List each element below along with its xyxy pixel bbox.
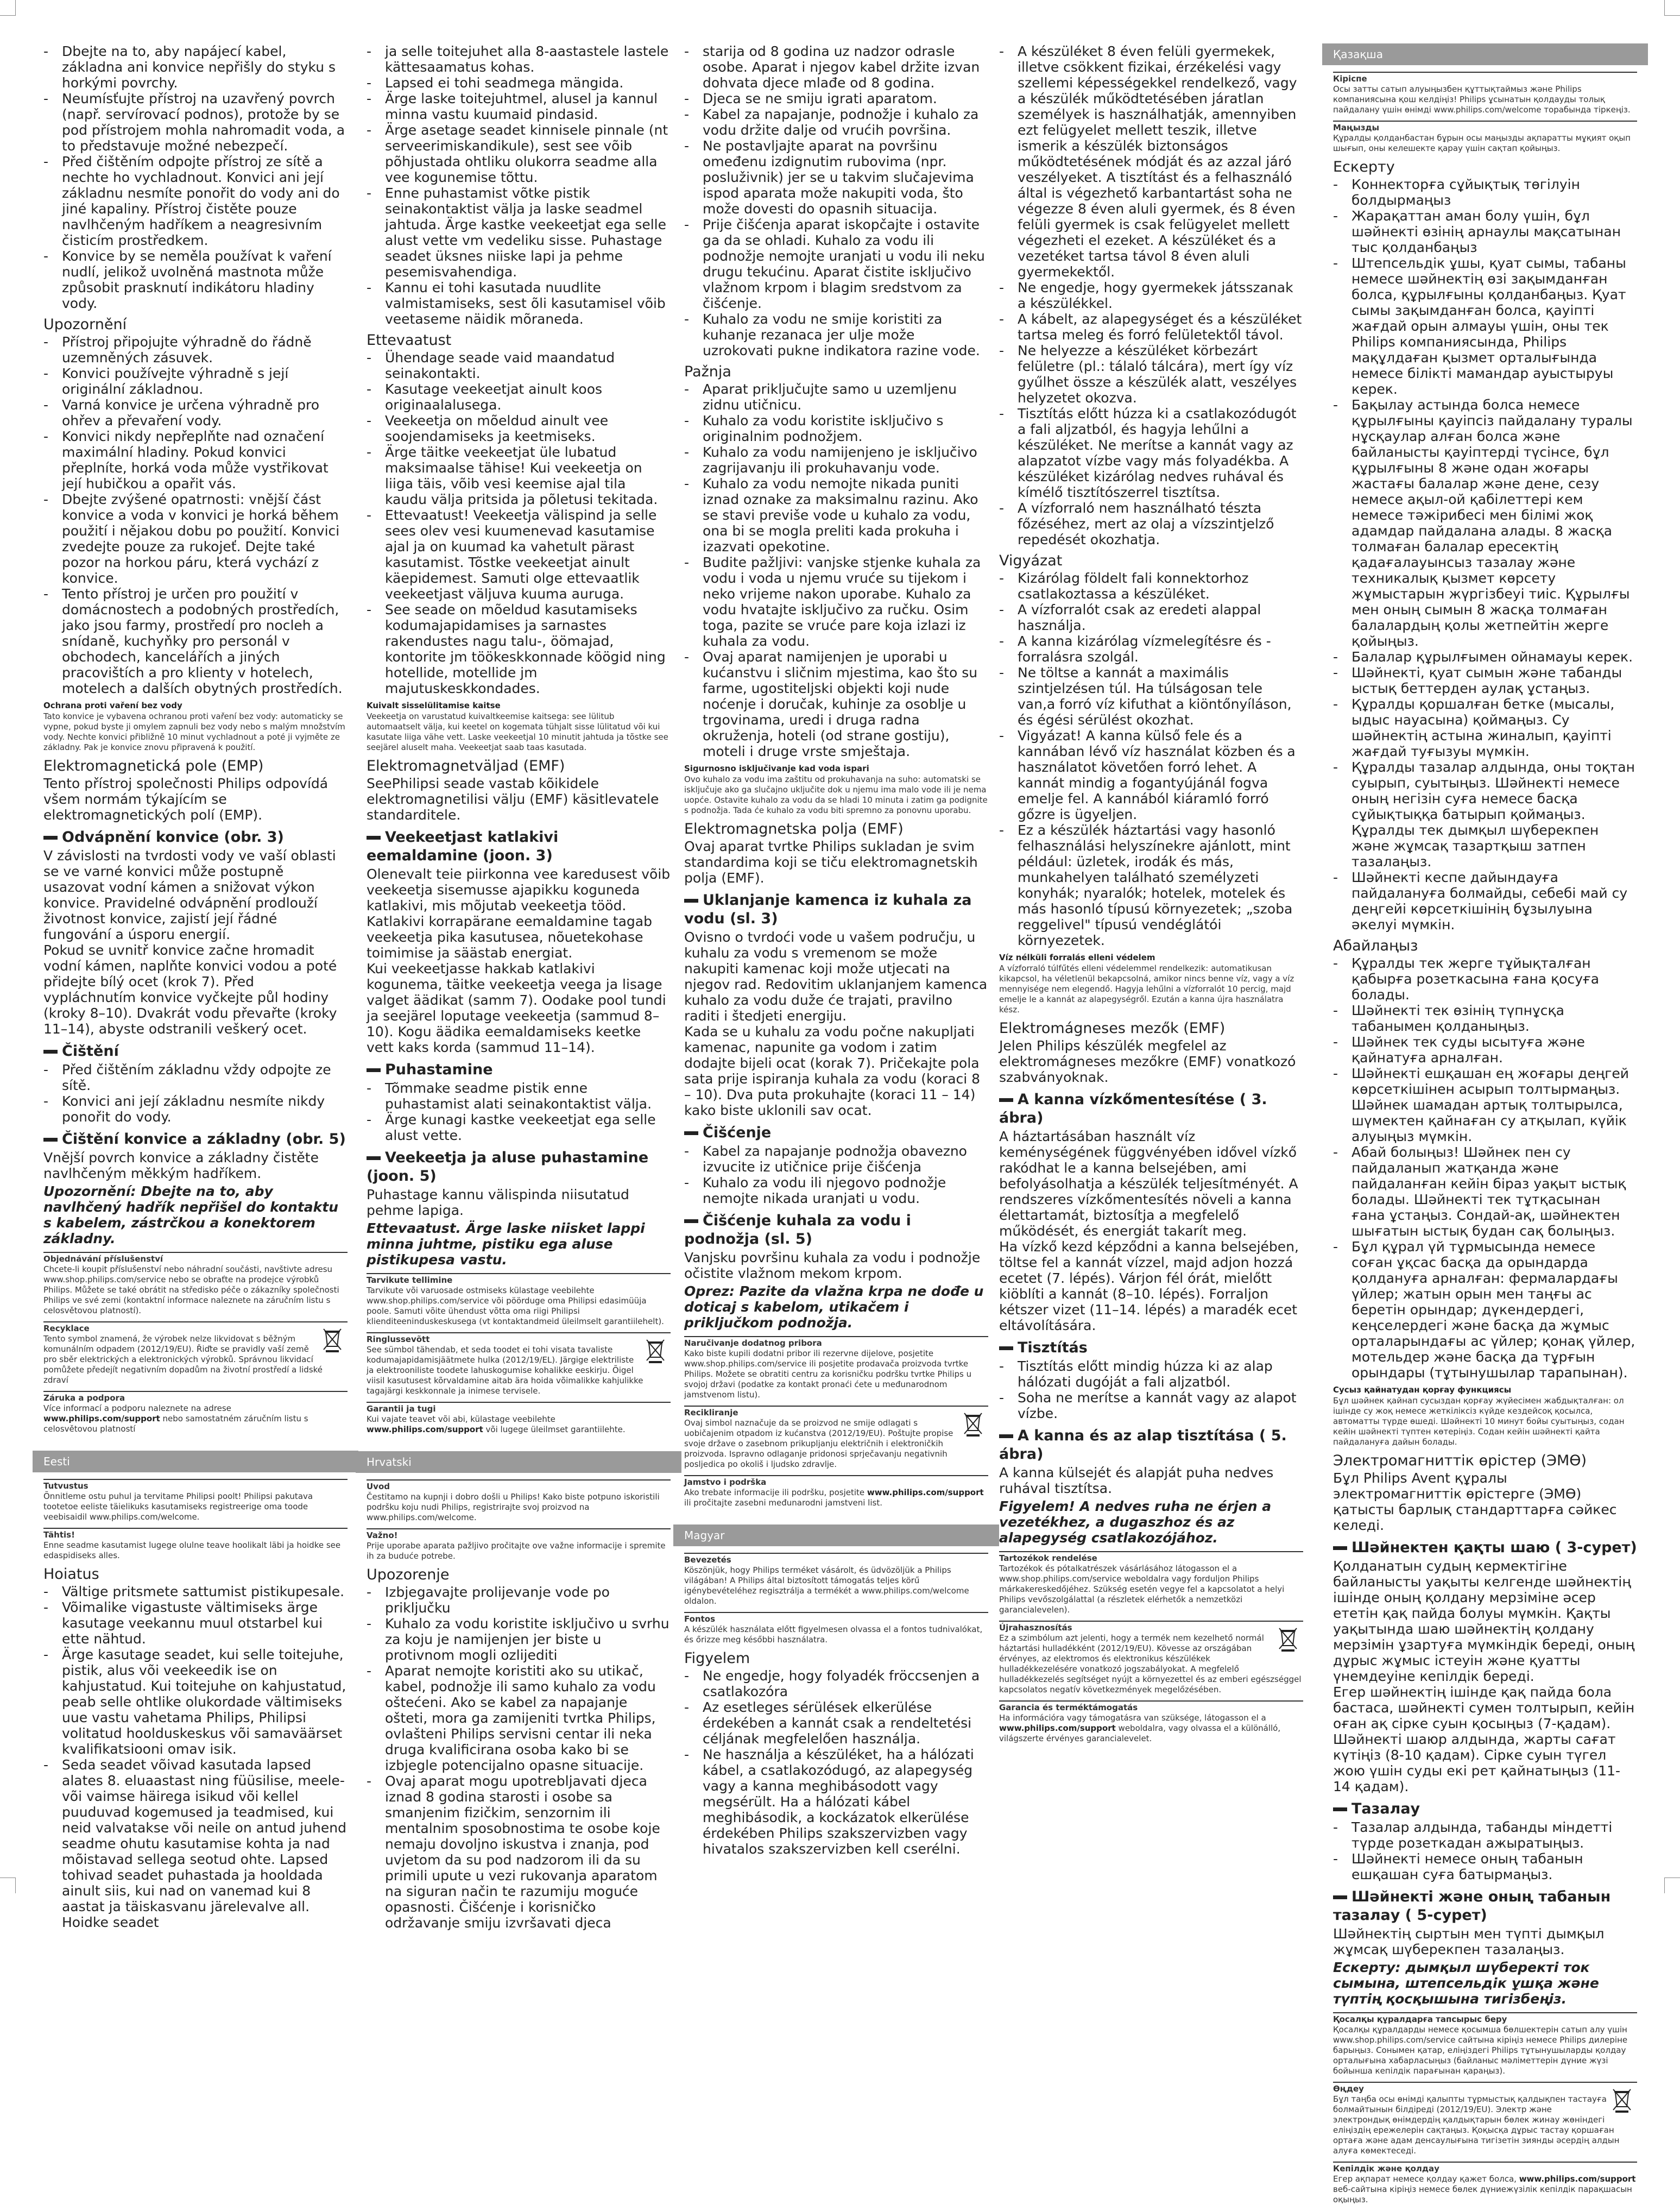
- list-item: - Ühendage seade vaid maandatud seinakontakti.: [367, 350, 671, 381]
- descale-heading: Uklanjanje kamenca iz kuhala za vodu (sl. 3): [684, 891, 988, 928]
- crop-mark-icon: [0, 0, 16, 16]
- cleaning-kettle-heading: Čištění konvice a základny (obr. 5): [43, 1130, 348, 1149]
- list-item: - Шәйнекті кеспе дайындауға пайдалануға болмайды, себебі май су деңгейі көрсеткішінің бұзылуына әкелуі мүмкін.: [1333, 870, 1637, 933]
- list-item: - A vízforraló nem használható tészta főzéséhez, mert az olaj a vízszintjelző repedését okozhatja.: [999, 500, 1303, 547]
- list-item: - Жарақаттан аман болу үшін, бұл шәйнекті өзінің арнаулы мақсатынан тыс қолданбаңыз: [1333, 208, 1637, 255]
- list-item: - Ovaj aparat namijenjen je uporabi u kućanstvu i sličnim mjestima, kao što su farme, ugostiteljski objekti koji nude noćenje i doručak, kuhinje za osoblje u trgovinama, uredi i druga radna okruženja, hoteli (od strane gostiju), moteli i druge vrste smještaja.: [684, 649, 988, 759]
- ee_sup-text-a: Kui vajate teavet või abi, külastage veebilehte: [367, 1414, 555, 1424]
- list-item: - Ärge täitke veekeetjat üle lubatud maksimaalse tähise! Kui veekeetja on liiga täis, võib vesi keemise ajal tila kaudu välja pritsida ja põletusi tekitada.: [367, 444, 671, 507]
- list-item: - Ärge kasutage seadet, kui selle toitejuhe, pistik, alus või veekeedik ise on kahjustatud. Kui toitejuhe on kahjustatud, peab selle ohtlike olukordade vältimiseks uue vastu vahetama Philips, Philipsi volitatud hoolduskeskus või samaväärset kvalifikatsiooni omav isik.: [43, 1647, 348, 1757]
- hr_rec-title: Recikliranje: [684, 1408, 738, 1418]
- list-item: - Kizárólag földelt fali konnektorhoz csatlakoztassa a készüléket.: [999, 570, 1303, 602]
- hu_sup-section: [999, 1700, 1303, 1744]
- hu_intro-text: Köszönjük, hogy Philips terméket vásárolt, és üdvözöljük a Philips világában! A Philips által biztosított támogatás teljes körű igénybevételéhez regisztrálja a termékét a www.philips.com/welcome oldalon.: [684, 1565, 969, 1606]
- list-item: - Ne töltse a kannát a maximális szintjelzésen túl. Ha túlságosan tele van,a forró víz kifuthat a kiöntőnyíláson, és égési sérülést okozhat.: [999, 665, 1303, 728]
- list-item: - Штепсельдік ұшы, қуат сымы, табаны немесе шәйнектің өзі зақымданған болса, құрылғыны қолданбаңыз. Қуат сымы зақымданған болса, қауіпті жағдай орын алмауы үшін, оны тек Philips компаниясында, Philips мақұлдаған қызмет орталығында немесе білікті мамандар ауыстыруы керек.: [1333, 255, 1637, 397]
- list-item: - Před čištěním odpojte přístroj ze sítě a nechte ho vychladnout. Konvici ani její základnu nesmíte ponořit do vody ani do jiné kapaliny. Přístroj čistěte pouze navlhčeným hadříkem a neagresivním čisticím prostředkem.: [43, 154, 348, 248]
- list-item: - Kuhalo za vodu namijenjeno je isključivo zagrijavanju ili prokuhavanju vode.: [684, 444, 988, 476]
- hr_sup-title: Jamstvo i podrška: [684, 1477, 767, 1487]
- hu_imp-section: [684, 1612, 988, 1645]
- hr_intro-title: Uvod: [367, 1482, 390, 1491]
- list-item: - Ne használja a készüléket, ha a hálózati kábel, a csatlakozódugó, az alapegység vagy a kanna meghibásodott vagy megsérült. Ha a hálózati kábel meghibásodik, a kockázatok elkerülése érdekében Philips szakszervizben vagy hivatalos szakszervizben kell cserélni.: [684, 1747, 988, 1857]
- cz_rec-text: Tento symbol znamená, že výrobek nelze likvidovat s běžným komunálním odpadem (2012/19/EU). Řiďte se pravidly vaší země pro sběr elektrických a elektronických výrobků. Správnou likvidací pomůžete předejít negativním dopadům na životní prostředí a lidské zdraví: [43, 1334, 323, 1385]
- list-item: - Tisztítás előtt mindig húzza ki az alap hálózati dugóját a fali aljzatból.: [999, 1358, 1303, 1390]
- list-item: - Ne helyezze a készüléket körbezárt felületre (pl.: tálaló tálcára), mert így víz gyűlhet össze a készülék alatt, veszélyes helyzetet okozva.: [999, 343, 1303, 406]
- kz_rec-text: Бұл таңба осы өнімді қалыпты тұрмыстық қалдықпен тастауға болмайтынын білдіреді (2012/19/EU). Электр және электрондық өнімдердің қалдықтарын бөлек жинау жөніндегі еліңіздің ережелерін сақтаңыз. Қоқысқа дұрыс тастау қоршаған ортаға және адам денсаулығына тигізетін зиянды әсердің алдын алуға көмектеседі.: [1333, 2094, 1620, 2156]
- kz_sup-title: Кепілдік және қолдау: [1333, 2164, 1439, 2174]
- list-item: - Vigyázat! A kanna külső fele és a kannában lévő víz használat közben és a használatot követően forró lehet. A kannát mindig a fogantyújánál fogva emelje fel. A kannából kiáramló forró gőzre is ügyeljen.: [999, 728, 1303, 822]
- kz_acc-text: Қосалқы құралдарды немесе қосымша бөлшектерін сатып алу үшін www.shop.philips.com/service сайтына кіріңіз немесе Philips дилеріне барыңыз. Сонымен қатар, еліңіздегі Philips тұтынушыларды қолдау орталығына хабарласыңыз (байланыс мәліметтерін дүние жүзі бойынша кепілдік парағынан қараңыз).: [1333, 2025, 1628, 2076]
- hr_acc-title: Naručivanje dodatnog pribora: [684, 1338, 822, 1348]
- list-item: - Tento přístroj je určen pro použití v domácnostech a podobných prostředích, jako jsou farmy, prostředí pro nocleh a snídaně, kuchyňky pro personál v obchodech, kancelářích a jiných pracovištích a pro klienty v hotelech, motelech a dalších obytných prostředích.: [43, 586, 348, 696]
- cz_acc-title: Objednávání příslušenství: [43, 1254, 163, 1264]
- list-item: - Шәйнекті, қуат сымын және табанды ыстық беттерден аулақ ұстаңыз.: [1333, 665, 1637, 696]
- hu_imp-text: A készülék használata előtt figyelmesen olvassa el a fontos tudnivalókat, és őrizze meg későbbi használatra.: [684, 1624, 983, 1645]
- kz_rec-section: [1333, 2082, 1637, 2156]
- list-item: - A készüléket 8 éven felüli gyermekek, illetve csökkent fizikai, érzékelési vagy szellemi képességekkel rendelkező, vagy a készülék működtetésében járatlan személyek is használhatják, amennyiben ezt felügyelet mellett teszik, illetve ismerik a készülék biztonságos működtetésének módját és az azzal járó veszélyeket. A tisztítást és a felhasználó által is végezhető karbantartást soha ne végezze 8 éven aluli gyermek, és 8 éven felüli gyermek is csak felügyelet mellett végezheti el ezeket. A készüléket és a vezetéket tartsa távol 8 éven aluli gyermekektől.: [999, 43, 1303, 280]
- list-item: - Шәйнекті немесе оның табанын ешқашан суға батырмаңыз.: [1333, 1851, 1637, 1882]
- column-czech: [43, 43, 348, 1930]
- hr_intro-text: Čestitamo na kupnji i dobro došli u Philips! Kako biste potpuno iskoristili podršku koju nudi Philips, registrirajte svoj proizvod na www.philips.com/welcome.: [367, 1492, 660, 1522]
- list-item: - Балалар құрылғымен ойнамауы керек.: [1333, 649, 1637, 665]
- list-item: - Aparat nemojte koristiti ako su utikač, kabel, podnožje ili samo kuhalo za vodu oštećeni. Ako se kabel za napajanje ošteti, mora ga zamijeniti tvrtka Philips, ovlašteni Philips servisni centar ili neka druga kvalificirana osoba kako bi se izbjegle potencijalno opasne situacije.: [367, 1663, 671, 1773]
- cz_acc-text: Chcete-li koupit příslušenství nebo náhradní součásti, navštivte adresu www.shop.philips.com/service nebo se obraťte na prodejce výrobků Philips. Můžete se také obrátit na středisko péče o zákazníky společnosti Philips ve své zemi (kontaktní informace naleznete na záručním listu s celosvětovou platností).: [43, 1264, 339, 1315]
- boil-dry-heading: Ochrana proti vaření bez vody: [43, 701, 182, 710]
- boil-dry-heading: Víz nélküli forralás elleni védelem: [999, 953, 1155, 962]
- list-item: - Құралды қоршалған бетке (мысалы, ыдыс науасына) қоймаңыз. Су шәйнектің астына жиналып, қауіпті жағдай туғызуы мүмкін.: [1333, 696, 1637, 759]
- kz_intro-title: Кіріспе: [1333, 74, 1367, 84]
- descale-text: Ovisno o tvrdoći vode u vašem području, u kuhalu za vodu s vremenom se može nakupiti kamenac koji može utjecati na njegov rad. Redovitim uklanjanjem kamenca kuhalo za vodu duže će trajati, pravilno raditi i štedjeti energiju.: [684, 929, 988, 1024]
- cleaning-kettle-text: Шәйнектің сыртын мен түпті дымқыл жұмсақ шүберекпен тазалаңыз.: [1333, 1926, 1605, 1957]
- ee_rec-text: See sümbol tähendab, et seda toodet ei tohi visata tavaliste kodumajapidamisjäätmete hulka (2012/19/EL). Järgige elektriliste ja elektrooniliste toodete lahuskogumise kohalikke eeskirju. Õigel viisil kasutusest kõrvaldamine aitab ära hoida võimalikke kahjulikke tagajärgi keskkonnale ja inimese tervisele.: [367, 1345, 643, 1396]
- list-item: - Konvici ani její základnu nesmíte nikdy ponořit do vody.: [43, 1093, 348, 1125]
- column-croatian: [684, 43, 988, 1857]
- emf-heading: Электромагниттік өрістер (ЭМӨ): [1333, 1452, 1587, 1469]
- list-item: - Ovaj aparat mogu upotrebljavati djeca iznad 8 godina starosti i osobe sa smanjenim fizičkim, senzornim ili mentalnim sposobnostima te osobe koje nemaju dovoljno iskustva i znanja, pod uvjetom da su pod nadzorom ili da su primili upute u vezi rukovanja aparatom na siguran način te razumiju moguće opasnosti. Čišćenje i korisničko održavanje smiju izvršavati djeca: [367, 1773, 671, 1931]
- list-item: - Ettevaatust! Veekeetja välispind ja selle sees olev vesi kuumenevad kasutamise ajal ja on kuumad ka vahetult pärast kasutamist. Tõstke veekeetjat ainult käepidemest. Samuti olge ettevaatlik veekeetjast väljuva kuuma auruga.: [367, 507, 671, 602]
- ee_acc-title: Tarvikute tellimine: [367, 1275, 453, 1285]
- list-item: - Kuhalo za vodu ne smije koristiti za kuhanje rezanaca jer ulje može uzrokovati pukne indikatora razine vode.: [684, 311, 988, 358]
- list-item: - Бақылау астында болса немесе құрылғыны қауіпсіз пайдалану туралы нұсқаулар алған болса және байланысты қауіптерді түсінсе, бұл құрылғыны 8 және одан жоғары жастағы балалар және дене, сезу немесе ақыл-ой қабілеттері кем немесе тәжірибесі мен білімі жоқ адамдар пайдалана алады. 8 жасқа толмаған балалар ересектің қадағалауынсыз тазалау және техникалық қызмет көрсету жұмыстарын жүргізбеуі тиіс. Құрылғы мен оның сымын 8 жасқа толмаған балалардың қолы жетпейтін жерге қойыңыз.: [1333, 397, 1637, 649]
- cleaning-kettle-heading: Veekeetja ja aluse puhastamine (joon. 5): [367, 1149, 671, 1186]
- list-item: - Izbjegavajte prolijevanje vode po priključku: [367, 1584, 671, 1616]
- descale-text: Pokud se uvnitř konvice začne hromadit vodní kámen, naplňte konvici vodou a poté přidejte bílý ocet (krok 7). Před vypláchnutím konvice vyčkejte půl hodiny (kroky 8–10). Dvakrát vodu převařte (kroky 11–14), abyste odstranili veškerý ocet.: [43, 942, 337, 1037]
- hr_acc-text: Kako biste kupili dodatni pribor ili rezervne dijelove, posjetite www.shop.philips.com/service ili posjetite prodavača proizvoda tvrtke Philips. Možete se obratiti centru za korisničku podršku tvrtke Philips u svojoj državi (podatke za kontakt pronaći ćete u međunarodnom jamstvenom listu).: [684, 1349, 972, 1400]
- list-item: - starija od 8 godina uz nadzor odrasle osobe. Aparat i njegov kabel držite izvan dohvata djece mlađe od 8 godina.: [684, 43, 988, 91]
- list-item: - Kannu ei tohi kasutada nuudlite valmistamiseks, sest õli kasutamisel võib veetaseme näidik mõraneda.: [367, 280, 671, 327]
- ee_sup-text-b: või lugege üleilmset garantiilehte.: [483, 1425, 626, 1434]
- cleaning-note: Upozornění: Dbejte na to, aby navlhčený hadřík nepřišel do kontaktu s kabelem, zástrčkou a konektorem základny.: [43, 1183, 339, 1246]
- support-link[interactable]: www.philips.com/support: [367, 1425, 483, 1434]
- boil-dry-text: Tato konvice je vybavena ochranou proti vaření bez vody: automaticky se vypne, pokud byste ji omylem zapnuli bez vody nebo s malým množstvím vody. Nechte konvici přibližně 10 minut vychladnout a poté ji vyjměte ze základny. Pak je konvice znovu připravená k použití.: [43, 711, 345, 752]
- list-item: - Konvici nikdy nepřeplňte nad označení maximální hladiny. Pokud konvici přeplníte, horká voda může vystřikovat její hubičkou a opařit vás.: [43, 429, 348, 492]
- caution-heading: Pažnja: [684, 363, 731, 380]
- list-item: - Varná konvice je určena výhradně pro ohřev a převaření vody.: [43, 397, 348, 429]
- crop-mark-icon: [0, 1878, 16, 1893]
- list-item: - Přístroj připojujte výhradně do řádně uzemněných zásuvek.: [43, 334, 348, 366]
- list-item: - Před čištěním základnu vždy odpojte ze sítě.: [43, 1062, 348, 1093]
- emf-text: SeePhilipsi seade vastab kõikidele elektromagnetilisi välju (EMF) käsitlevatele standarditele.: [367, 776, 659, 823]
- list-item: - Құралды тазалар алдында, оны тоқтан суырып, суытыңыз. Шәйнекті немесе оның негізін суға немесе басқа сұйықтыққа батырып қоймаңыз. Құралды тек дымқыл шүберекпен және жұмсақ тазартқыш затпен тазалаңыз.: [1333, 759, 1637, 870]
- hu_rec-title: Újrahasznosítás: [999, 1623, 1072, 1633]
- list-item: - Dbejte zvýšené opatrnosti: vnější část konvice a voda v konvici je horká během použití i nějakou dobu po použití. Konvici zvedejte pouze za rukojeť. Dejte také pozor na horkou páru, která vychází z konvice.: [43, 492, 348, 586]
- column-hungarian: [999, 43, 1303, 1744]
- list-item: - Ez a készülék háztartási vagy hasonló felhasználási helyszínekre ajánlott, mint például: üzletek, irodák és más, munkahelyen található személyzeti konyhák; nyaralók; hotelek, motelek és más hasonló típusú környezetek; „szoba reggelivel" típusú vendéglátói környezetek.: [999, 822, 1303, 948]
- list-item: - Veekeetja on mõeldud ainult vee soojendamiseks ja keetmiseks.: [367, 413, 671, 444]
- emf-text: Бұл Philips Avent құралы электромагниттік өрістерге (ЭМӨ) қатысты барлық стандарттарға сәйкес келеді.: [1333, 1470, 1617, 1533]
- caution-heading: Ettevaatust: [367, 332, 452, 349]
- hr_acc-section: [684, 1336, 988, 1400]
- hu_rec-section: [999, 1621, 1303, 1695]
- descale-heading: Odvápnění konvice (obr. 3): [43, 828, 348, 847]
- descale-text: Ha vízkő kezd képződni a kanna belsejében, töltse fel a kannát vízzel, majd adjon hozzá ecetet (7. lépés). Várjon fél órát, mielőtt kiöblíti a kannát (8–10. lépés). Forraljon kétszer vizet (11–14. lépés) a maradék ecet eltávolítására.: [999, 1239, 1299, 1333]
- cleaning-heading: Čištění: [43, 1042, 348, 1061]
- cleaning-kettle-heading: A kanna és az alap tisztítása ( 5. ábra): [999, 1427, 1303, 1464]
- boil-dry-text: Бұл шәйнек қайнап сусыздан қорғау жүйесімен жабдықталған: ол ішінде су жоқ немесе жеткіліксіз күйде кездейсоқ қосылса, автоматты түрде өшеді. Шәйнекті 10 минут бойы суытыңыз, содан кейін шәйнекті түптен көтеріңіз. Содан кейін шәйнекті қайта пайдалануға дайын болады.: [1333, 1396, 1625, 1447]
- cleaning-kettle-text: A kanna külsejét és alapját puha nedves ruhával tisztítsa.: [999, 1465, 1274, 1496]
- list-item: - Vältige pritsmete sattumist pistikupesale.: [43, 1584, 348, 1599]
- kz_intro-section: [1333, 72, 1637, 115]
- language-bar: Eesti: [33, 1451, 358, 1472]
- ee_acc-section: [367, 1273, 671, 1327]
- list-item: - Ärge laske toitejuhtmel, alusel ja kannul minna vastu kuumaid pindasid.: [367, 91, 671, 122]
- list-item: - Бұл құрал үй тұрмысында немесе соған ұқсас басқа да орындарда қолдануға арналған: фермалардағы үйлер; жатын орын мен таңғы ас беретін орындар; дүкендердегі, кеңселердегі және басқа да жұмыс орталарындағы ас үйлер; қонақ үйлер, мотельдер және басқа да тұрғын орындары (тұтынушылар тарапынан).: [1333, 1239, 1637, 1381]
- list-item: - Kuhalo za vodu ili njegovo podnožje nemojte nikada uranjati u vodu.: [684, 1175, 988, 1206]
- crossed-bin-icon: [321, 1326, 343, 1353]
- support-link[interactable]: www.philips.com/support: [1519, 2174, 1636, 2184]
- descale-text: Kada se u kuhalu za vodu počne nakupljati kamenac, napunite ga vodom i zatim dodajte bijeli ocat (korak 7). Pričekajte pola sata prije ispiranja kuhala za vodu (koraci 8 – 10). Dva puta prokuhajte (koraci 11 – 14) kako biste uklonili sav ocat.: [684, 1024, 981, 1118]
- ee_sup-title: Garantii ja tugi: [367, 1404, 436, 1414]
- cleaning-kettle-heading: Čišćenje kuhala za vodu i podnožja (sl. 5): [684, 1212, 988, 1249]
- kz_imp-title: Маңызды: [1333, 123, 1380, 133]
- crop-mark-icon: [1664, 0, 1680, 16]
- descale-text: Егер шәйнектің ішінде қақ пайда бола бастаса, шәйнекті сумен толтырып, кейін оған ақ сірке суын қосыңыз (7-қадам). Шәйнекті шаюр алдында, жарты сағат күтіңіз (8-10 қадам). Сірке суын түгел жою үшін суды екі рет қайнатыңыз (11-14 қадам).: [1333, 1684, 1635, 1794]
- emf-heading: Elektromagnetická pole (EMP): [43, 758, 264, 774]
- list-item: - Ne engedje, hogy gyermekek játsszanak a készülékkel.: [999, 280, 1303, 311]
- hr_imp-section: [367, 1528, 671, 1561]
- list-item: - Kabel za napajanje podnožja obavezno izvucite iz utičnice prije čišćenja: [684, 1143, 988, 1175]
- cleaning-note: Oprez: Pazite da vlažna krpa ne dođe u doticaj s kabelom, utikačem i priključkom podnožja.: [684, 1283, 984, 1331]
- list-item: - Budite pažljivi: vanjske stjenke kuhala za vodu i voda u njemu vruće su tijekom i neko vrijeme nakon uporabe. Kuhalo za vodu hvatajte isključivo za ručku. Osim toga, pazite se vruće pare koja izlazi iz kuhala za vodu.: [684, 555, 988, 649]
- list-item: - Konvici používejte výhradně s její originální základnou.: [43, 366, 348, 397]
- list-item: - Konvice by se neměla používat k vaření nudlí, jelikož uvolněná mastnota může způsobit prasknutí indikátoru hladiny vody.: [43, 248, 348, 311]
- hr_sup-text-a: Ako trebate informacije ili podršku, posjetite: [684, 1488, 867, 1497]
- ee_rec-title: Ringlussevõtt: [367, 1334, 430, 1344]
- cz_sup-text-a: Více informací a podporu naleznete na adrese: [43, 1403, 231, 1413]
- ee_acc-text: Tarvikute või varuosade ostmiseks külastage veebilehte www.shop.philips.com/service või pöörduge oma Philipsi edasimüüja poole. Samuti võite ühendust võtta oma riigi Philipsi klienditeeninduskeskusega (vt kontaktandmeid üleilmselt garantiilehelt).: [367, 1286, 664, 1326]
- cleaning-heading: Тазалау: [1333, 1800, 1637, 1818]
- ee_imp-text: Enne seadme kasutamist lugege olulne teave hoolikalt läbi ja hoidke see edaspidiseks alles.: [43, 1540, 341, 1560]
- cleaning-kettle-text: Vanjsku površinu kuhala za vodu i podnožje očistite vlažnom mekom krpom.: [684, 1250, 981, 1281]
- hu_imp-title: Fontos: [684, 1614, 716, 1624]
- caution-heading: Upozornění: [43, 316, 127, 333]
- list-item: - Kuhalo za vodu koristite isključivo s originalnim podnožjem.: [684, 413, 988, 444]
- list-item: - Tisztítás előtt húzza ki a csatlakozódugót a fali aljzatból, és hagyja lehűlni a készüléket. Ne merítse a kannát vagy az alapzatot vízbe vagy más folyadékba. A készüléket kizárólag nedves ruhával és kímélő tisztítószerrel tisztítsa.: [999, 406, 1303, 500]
- kz_sup-text-b: веб-сайтына кіріңіз немесе бөлек дүниежүзілік кепілдік парақшасын оқыңыз.: [1333, 2184, 1632, 2204]
- emf-heading: Elektromagnetska polja (EMF): [684, 821, 904, 837]
- list-item: - Az esetleges sérülések elkerülése érdekében a kannát csak a rendeltetési céljának megfelelően használja.: [684, 1699, 988, 1747]
- kz_intro-text: Осы затты сатып алуыңызбен құттықтаймыз және Philips компаниясына қош келдіңіз! Philips ұсынатын қолдауды толық пайдалану үшін өнімді www.philips.com/welcome торабында тіркеңіз.: [1333, 84, 1631, 115]
- descale-text: Kui veekeetjasse hakkab katlakivi kogunema, täitke veekeetja veega ja lisage valget äädikat (samm 7). Oodake pool tundi ja seejärel loputage veekeetja (sammud 8–10). Kogu äädika eemaldamiseks keetke vett kaks korda (sammud 11–14).: [367, 961, 666, 1055]
- ee_intro-section: [43, 1479, 348, 1522]
- hu_intro-title: Bevezetés: [684, 1555, 731, 1565]
- boil-dry-text: Ovo kuhalo za vodu ima zaštitu od prokuhavanja na suho: automatski se isključuje ako ga slučajno uključite dok u njemu ima malo vode ili je nema uopće. Ostavite kuhalo za vodu da se hladi 10 minuta i zatim ga podignite s podnožja. Tada će kuhalo za vodu biti spremno za ponovnu uporabu.: [684, 774, 988, 815]
- cleaning-heading: Puhastamine: [367, 1061, 671, 1079]
- language-bar: Қазақша: [1322, 43, 1648, 65]
- list-item: - ja selle toitejuhet alla 8-aastastele lastele kättesaamatus kohas.: [367, 43, 671, 75]
- list-item: - Kuhalo za vodu koristite isključivo u svrhu za koju je namijenjen jer biste u protivnom mogli ozlijediti: [367, 1616, 671, 1663]
- column-kazakh: [1333, 43, 1637, 2205]
- list-item: - See seade on mõeldud kasutamiseks kodumajapidamises ja sarnastes rakendustes nagu talu-, öömajad, kontorite jm töökeskkonnade köögid ning hotellide, motellide jm majutuskeskkondades.: [367, 602, 671, 696]
- crossed-bin-icon: [1611, 2086, 1633, 2113]
- kz_sup-section: [1333, 2162, 1637, 2205]
- list-item: - Soha ne merítse a kannát vagy az alapot vízbe.: [999, 1390, 1303, 1421]
- cz_rec-section: [43, 1321, 348, 1385]
- descale-heading: A kanna vízkőmentesítése ( 3. ábra): [999, 1091, 1303, 1127]
- emf-text: Jelen Philips készülék megfelel az elektromágneses mezőkre (EMF) vonatkozó szabványoknak.: [999, 1038, 1296, 1085]
- cz_sup-title: Záruka a podpora: [43, 1393, 125, 1403]
- cz_sup-text-b: nebo samostatném záručním listu s celosvětovou platností: [43, 1414, 308, 1434]
- cz_rec-title: Recyklace: [43, 1324, 90, 1333]
- list-item: - Kuhalo za vodu nemojte nikada puniti iznad oznake za maksimalnu razinu. Ako se stavi previše vode u kuhalo za vodu, ona bi se mogla preliti kada prokuha i izazvati opekotine.: [684, 476, 988, 555]
- list-item: - Neumísťujte přístroj na uzavřený povrch (např. servírovací podnos), protože by se pod přístrojem mohla nahromadit voda, a to představuje možné nebezpečí.: [43, 91, 348, 154]
- hu_acc-text: Tartozékok és pótalkatrészek vásárlásához látogasson el a www.shop.philips.com/service weboldalra vagy forduljon Philips márkakereskedőjéhez. Szükség esetén vegye fel a kapcsolatot a helyi Philips vevőszolgálattal (a részletek elérhetők a nemzetközi garancialevelen).: [999, 1564, 1285, 1615]
- crossed-bin-icon: [1277, 1625, 1299, 1652]
- descale-text: V závislosti na tvrdosti vody ve vaší oblasti se ve varné konvici může postupně usazovat vodní kámen a snižovat výkon konvice. Pravidelné odvápnění prodlouží životnost konvice, zajistí její řádné fungování a úsporu energií.: [43, 848, 336, 942]
- cleaning-note: Ескерту: дымқыл шүберекті ток сымына, штепсельдік ұшқа және түптің қосқышына тигізбеңіз.: [1333, 1960, 1599, 2007]
- list-item: - Коннекторға сұйықтық төгілуін болдырмаңыз: [1333, 177, 1637, 208]
- list-item: - A vízforralót csak az eredeti alappal használja.: [999, 602, 1303, 633]
- hu_rec-text: Ez a szimbólum azt jelenti, hogy a termék nem kezelhető normál háztartási hulladékként (2012/19/EU). Kövesse az országában érvényes, az elektromos és elektronikus készülékek hulladékkezelésére vonatkozó jogszabályokat. A megfelelő hulladékkezelés segítséget nyújt a környezettel és az emberi egészséggel kapcsolatos negatív következmények megelőzésében.: [999, 1633, 1302, 1694]
- cleaning-kettle-heading: Шәйнекті және оның табанын тазалау ( 5-сурет): [1333, 1888, 1637, 1925]
- list-item: - Құралды тек жерге тұйықталған қабырға розеткасына ғана қосуға болады.: [1333, 955, 1637, 1003]
- list-item: - Võimalike vigastuste vältimiseks ärge kasutage veekannu muul otstarbel kui ette nähtud.: [43, 1599, 348, 1647]
- list-item: - Aparat priključujte samo u uzemljenu zidnu utičnicu.: [684, 381, 988, 413]
- danger-heading: Figyelem: [684, 1650, 750, 1667]
- support-link[interactable]: www.philips.com/support: [999, 1723, 1116, 1733]
- descale-heading: Veekeetjast katlakivi eemaldamine (joon. 3): [367, 828, 671, 865]
- list-item: - Kasutage veekeetjat ainult koos originaalalusega.: [367, 381, 671, 413]
- list-item: - Ne engedje, hogy folyadék fröccsenjen a csatlakozóra: [684, 1668, 988, 1699]
- list-item: - Шәйнек тек суды ысытуға және қайнатуға арналған.: [1333, 1034, 1637, 1066]
- hr_imp-title: Važno!: [367, 1530, 398, 1540]
- cleaning-note: Ettevaatust. Ärge laske niisket lappi minna juhtme, pistiku ega aluse pistikupesa vastu.: [367, 1220, 645, 1268]
- hr_sup-section: [684, 1475, 988, 1508]
- hu_sup-title: Garancia és terméktámogatás: [999, 1703, 1138, 1712]
- list-item: - Шәйнекті ешқашан ең жоғары деңгей көрсеткішінен асырып толтырмаңыз. Шәйнек шамадан артық толтырылса, шүмектен қайнаған су атқылап, күйік алуыңыз мүмкін.: [1333, 1066, 1637, 1144]
- list-item: - Tõmmake seadme pistik enne puhastamist alati seinakontaktist välja.: [367, 1080, 671, 1112]
- list-item: - Seda seadet võivad kasutada lapsed alates 8. eluaastast ning füüsilise, meele- või vaimse häirega isikud või kellel puuduvad kogemused ja teadmised, kui neid valvatakse või neile on antud juhend seadme ohutu kasutamise kohta ja nad mõistavad sellega seotud ohte. Lapsed tohivad seadet puhastada ja hooldada ainult siis, kui nad on vanemad kui 8 aastat ja täiskasvanu järelevalve all. Hoidke seadet: [43, 1757, 348, 1930]
- crossed-bin-icon: [645, 1337, 666, 1364]
- descale-heading: Шәйнектен қақты шаю ( 3-сурет): [1333, 1539, 1637, 1557]
- column-estonian: [367, 43, 671, 1931]
- hu_intro-section: [684, 1553, 988, 1606]
- list-item: - Lapsed ei tohi seadmega mängida.: [367, 75, 671, 91]
- hr_sup-text-b: ili pročitajte zasebni međunarodni jamstveni list.: [684, 1498, 882, 1508]
- list-item: - Ärge kunagi kastke veekeetjat ega selle alust vette.: [367, 1112, 671, 1143]
- emf-text: Tento přístroj společnosti Philips odpovídá všem normám týkajícím se elektromagnetických polí (EMP).: [43, 776, 329, 823]
- list-item: - Тазалар алдында, табанды міндетті түрде розеткадан ажыратыңыз.: [1333, 1819, 1637, 1851]
- ee_imp-section: [43, 1528, 348, 1561]
- hr_imp-text: Prije uporabe aparata pažljivo pročitajte ove važne informacije i spremite ih za buduće potrebe.: [367, 1541, 666, 1561]
- list-item: - Djeca se ne smiju igrati aparatom.: [684, 91, 988, 106]
- emf-text: Ovaj aparat tvrtke Philips sukladan je svim standardima koji se tiču elektromagnetskih polja (EMF).: [684, 839, 978, 886]
- kz_imp-text: Құралды қолданбастан бұрын осы маңызды ақпаратты мұқият оқып шығып, оны келешекте қарау үшін сақтап қойыңыз.: [1333, 133, 1631, 153]
- hr_rec-section: [684, 1406, 988, 1470]
- hr_intro-section: [367, 1479, 671, 1523]
- caution-heading: Vigyázat: [999, 552, 1063, 569]
- descale-text: A háztartásában használt víz keménységének függvényében idővel vízkő rakódhat le a kanna belsejében, ami befolyásolhatja a készülék teljesítményét. A rendszeres vízkőmentesítés növeli a kanna élettartamát, biztosítja a megfelelő működését, és energiát takarít meg.: [999, 1129, 1298, 1239]
- danger-heading: Hoiatus: [43, 1566, 99, 1583]
- ee_rec-section: [367, 1332, 671, 1396]
- boil-dry-heading: Kuivalt sisselülitamise kaitse: [367, 701, 501, 710]
- list-item: - Ne postavljajte aparat na površinu omeđenu izdignutim rubovima (npr. posluživnik) jer se u takvim slučajevima ispod aparata može nakupiti voda, što može dovesti do opasnih situacija.: [684, 138, 988, 217]
- kz_acc-title: Қосалқы құралдарға тапсырыс беру: [1333, 2014, 1507, 2024]
- cleaning-heading: Tisztítás: [999, 1339, 1303, 1357]
- boil-dry-text: A vízforraló túlfűtés elleni védelemmel rendelkezik: automatikusan kikapcsol, ha véletlenül bekapcsolná, amikor nincs benne víz, vagy a víz mennyisége nem elegendő. Hagyja lehűlni a vízforralót 10 percig, majd emelje le a kannát az alapegységről. Ezután a kanna újra használatra kész.: [999, 963, 1294, 1015]
- list-item: - Enne puhastamist võtke pistik seinakontaktist välja ja laske seadmel jahtuda. Ärge kastke veekeetjat ega selle alust vette vm vedeliku sisse. Puhastage seadet üksnes niiske lapi ja pehme pesemisvahendiga.: [367, 185, 671, 280]
- crossed-bin-icon: [962, 1410, 984, 1437]
- hu_acc-title: Tartozékok rendelése: [999, 1553, 1097, 1563]
- emf-heading: Elektromágneses mezők (EMF): [999, 1020, 1226, 1037]
- ee_imp-title: Tähtis!: [43, 1530, 75, 1540]
- list-item: - Dbejte na to, aby napájecí kabel, základna ani konvice nepřišly do styku s horkými povrchy.: [43, 43, 348, 91]
- danger-heading: Ескерту: [1333, 159, 1395, 175]
- boil-dry-text: Veekeetja on varustatud kuivaltkeemise kaitsega: see lülitub automaatselt välja, kui keetel on kogemata tühjalt sisse lülitatud või kui kasutate liiga vähe vett. Laske veekeetjal 10 minutit jahtuda ja tõstke see seejärel aluselt maha. Veekeetjat saab taas kasutada.: [367, 711, 668, 752]
- ee_intro-title: Tutvustus: [43, 1481, 89, 1491]
- list-item: - A kábelt, az alapegységet és a készüléket tartsa meleg és forró felületektől távol.: [999, 311, 1303, 343]
- language-bar: Hrvatski: [356, 1451, 681, 1473]
- list-item: - Prije čišćenja aparat iskopčajte i ostavite ga da se ohladi. Kuhalo za vodu ili podnožje nemojte uranjati u vodu ili neku drugu tekućinu. Aparat čistite isključivo vlažnom krpom i blagim sredstvom za čišćenje.: [684, 217, 988, 311]
- caution-heading: Абайлаңыз: [1333, 937, 1418, 954]
- emf-heading: Elektromagnetväljad (EMF): [367, 758, 565, 774]
- descale-text: Қолданатын судың кермектігіне байланысты уақыты келгенде шәйнектің ішінде оның қолдану мерзіміне әсер ететін қақ пайда болуы мүмкін. Қақты уақытында шаю шәйнектің қолдану мерзімін ұзартуға мүмкіндік береді, оның дұрыс жұмыс істеуін және қуатты үнемдеуіне кепілдік береді.: [1333, 1558, 1635, 1684]
- cleaning-heading: Čišćenje: [684, 1124, 988, 1142]
- list-item: - Kabel za napajanje, podnožje i kuhalo za vodu držite dalje od vrućih površina.: [684, 106, 988, 138]
- boil-dry-heading: Sigurnosno isključivanje kad voda ispari: [684, 764, 869, 773]
- cleaning-kettle-text: Vnější povrch konvice a základny čistěte navlhčeným měkkým hadříkem.: [43, 1150, 319, 1181]
- list-item: - A kanna kizárólag vízmelegítésre és -forralásra szolgál.: [999, 633, 1303, 665]
- danger-heading: Upozorenje: [367, 1566, 450, 1583]
- hu_sup-text-b: weboldalra, vagy olvassa el a különálló, világszerte érvényes garancialevelet.: [999, 1723, 1281, 1743]
- boil-dry-heading: Сусыз қайнатудан қорғау функциясы: [1333, 1385, 1512, 1395]
- list-item: - Ärge asetage seadet kinnisele pinnale (nt serveerimiskandikule), sest see võib põhjustada ohtliku olukorra seadme alla vee kogunemise tõttu.: [367, 122, 671, 185]
- hu_acc-section: [999, 1551, 1303, 1615]
- kz_acc-section: [1333, 2012, 1637, 2076]
- descale-text: Olenevalt teie piirkonna vee karedusest võib veekeetja sisemusse ajapikku koguneda katlakivi, mis mõjutab veekeetja tööd. Katlakivi korrapärane eemaldamine tagab veekeetja pika kasutusea, nõuetekohase toimimise ja säästab energiat.: [367, 866, 671, 961]
- list-item: - Шәйнекті тек өзінің түпнұсқа табанымен қолданыңыз.: [1333, 1003, 1637, 1034]
- support-link[interactable]: www.philips.com/support: [43, 1414, 160, 1423]
- ee_sup-section: [367, 1402, 671, 1435]
- kz_rec-title: Өңдеу: [1333, 2084, 1364, 2094]
- cleaning-note: Figyelem! A nedves ruha ne érjen a vezetékhez, a dugaszhoz és az alapegység csatlakozójához.: [999, 1498, 1272, 1546]
- cleaning-kettle-text: Puhastage kannu välispinda niisutatud pehme lapiga.: [367, 1187, 629, 1218]
- hu_sup-text-a: Ha információra vagy támogatásra van szüksége, látogasson el a: [999, 1713, 1266, 1723]
- ee_intro-text: Õnnitleme ostu puhul ja tervitame Philipsi poolt! Philipsi pakutava tootetoe eeliste täielikuks kasutamiseks registreerige oma toode veebisaidil www.philips.com/welcome.: [43, 1491, 313, 1522]
- cz_sup-section: [43, 1391, 348, 1434]
- cz_acc-section: [43, 1252, 348, 1316]
- language-bar: Magyar: [673, 1524, 999, 1546]
- kz_imp-section: [1333, 121, 1637, 154]
- list-item: - Абай болыңыз! Шәйнек пен су пайдаланып жатқанда және пайдаланған кейін біраз уақыт ыстық болады. Шәйнекті тек тұтқасынан ғана ұстаңыз. Сондай-ақ, шәйнектен шығатын ыстық будан сақ болыңыз.: [1333, 1144, 1637, 1239]
- support-link[interactable]: www.philips.com/support: [867, 1488, 984, 1497]
- hr_rec-text: Ovaj simbol naznačuje da se proizvod ne smije odlagati s uobičajenim otpadom iz kućanstva (2012/19/EU). Poštujte propise svoje države o zasebnom prikupljanju električnih i elektroničkih proizvoda. Ispravno odlaganje pridonosi sprječavanju negativnih posljedica po okoliš i ljudsko zdravlje.: [684, 1418, 953, 1469]
- kz_sup-text-a: Егер ақпарат немесе қолдау қажет болса,: [1333, 2174, 1519, 2184]
- crop-mark-icon: [1664, 1878, 1680, 1893]
